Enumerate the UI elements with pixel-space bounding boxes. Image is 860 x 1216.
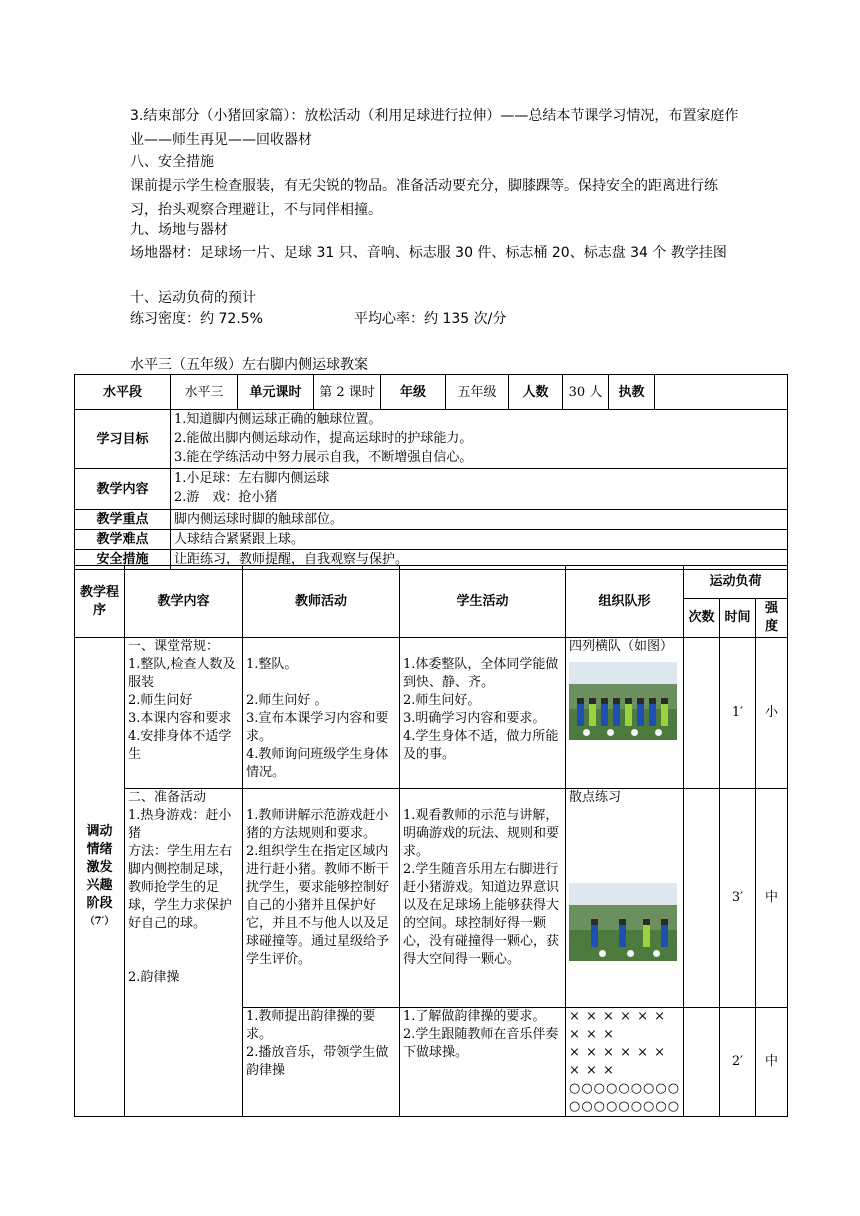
goal-1: 1.知道脚内侧运球正确的触球位置。 [174,412,382,427]
grade-label: 年级 [381,375,446,410]
section-8-heading: 八、安全措施 [130,154,214,170]
stage-cell [75,638,125,1117]
row1-times [684,638,720,789]
stage-time: （7′） [84,916,115,927]
goal-2: 2.能做出脚内侧运球动作，提高运球时的护球能力。 [174,431,473,446]
header-content: 教学内容 [125,566,243,638]
row3-intensity: 中 [756,1008,788,1117]
content-cell [171,469,788,510]
row2-student: 1.观看教师的示范与讲解，明确游戏的玩法、规则和要求。 2.学生随音乐用左右脚进行赶小猪游戏。知道边界意识以及在足球场上能够获得大的空间。球控制好得一颗心，没有碰撞得一颗心，获得大空间得一颗心。 [400,789,566,1008]
content-2: 2.游 戏：抢小猪 [174,490,278,505]
header-teacher: 教师活动 [243,566,400,638]
section-9-heading: 九、场地与器材 [130,222,228,238]
section-8-paragraph: 课前提示学生检查服装，有无尖锐的物品。准备活动要充分，脚膝踝等。保持安全的距离进行练习，抬头观察合理避让，不与同伴相撞。 [130,178,718,218]
content-1: 1.小足球：左右脚内侧运球 [174,471,330,486]
load-stats [130,308,507,328]
goals-cell [171,410,788,469]
row3-formation [566,1008,684,1117]
header-load: 运动负荷 [684,566,788,599]
plan-title: 水平三（五年级）左右脚内侧运球教案 [130,357,368,373]
count-value: 30 人 [563,375,609,410]
header-times: 次数 [684,599,720,638]
closing-part-paragraph: 3.结束部分（小猪回家篇）：放松活动（利用足球进行拉伸）——总结本节课学习情况，布置家庭作业——师生再见——回收器材 [130,108,739,148]
row2-intensity: 中 [756,789,788,1008]
teacher-label: 执教 [609,375,655,410]
goals-label: 学习目标 [75,410,171,469]
safety-value: 让距练习，教师提醒，自我观察与保护。 [171,550,788,570]
row2-content: 二、准备活动 1.热身游戏：赶小猪 方法：学生用左右脚内侧控制足球，教师抢学生的足球，学生力求保护好自己的球。 2.韵律操 [125,789,243,1117]
row3-student: 1.了解做韵律操的要求。 2.学生跟随教师在音乐伴奏下做球操。 [400,1008,566,1117]
row1-formation [566,638,684,789]
class-lineup-photo [569,662,677,740]
level-value: 水平三 [171,375,238,410]
row2-formation-label: 散点练习 [569,790,622,805]
level-label: 水平段 [75,375,171,410]
row2-formation [566,789,684,1008]
header-time: 时间 [720,599,756,638]
key-label: 教学重点 [75,510,171,530]
section-9-paragraph: 场地器材：足球场一片、足球 31 只、音响、标志服 30 件、标志桶 20、标志盘 34 个 教学挂图 [130,245,727,261]
safety-label: 安全措施 [75,550,171,570]
difficulty-value: 人球结合紧紧跟上球。 [171,530,788,550]
difficulty-label: 教学难点 [75,530,171,550]
formation-line-3: ○○○○○○○○○ [569,1081,681,1096]
average-heart-rate: 平均心率：约 135 次/分 [354,311,507,327]
header-intensity: 强度 [756,599,788,638]
row1-formation-label: 四列横队（如图） [569,639,674,654]
row1-time: 1′ [720,638,756,789]
content-label: 教学内容 [75,469,171,510]
practice-density: 练习密度：约 72.5% [130,311,263,327]
row1-student: 1.体委整队，全体同学能做到快、静、齐。 2.师生问好。 3.明确学习内容和要求。 4.学生身体不适，做力所能及的事。 [400,638,566,789]
formation-line-2: × × × × × × × × × [569,1045,667,1078]
row1-intensity: 小 [756,638,788,789]
header-formation: 组织队形 [566,566,684,638]
goal-3: 3.能在学练活动中努力展示自我，不断增强自信心。 [174,450,473,465]
row2-time: 3′ [720,789,756,1008]
unit-value: 第 2 课时 [314,375,381,410]
row2-teacher: 1.教师讲解示范游戏赶小猪的方法规则和要求。 2.组织学生在指定区域内进行赶小猪。教师不断干扰学生，要求能够控制好自己的小猪并且保护好它，并且不与他人以及足球碰撞等。通过星级给予学生评价。 [243,789,400,1008]
teaching-process-table [74,565,788,1117]
row3-times [684,1008,720,1117]
grade-value: 五年级 [446,375,509,410]
stage-name: 调动情绪激发兴趣阶段 [86,824,113,911]
key-value: 脚内侧运球时脚的触球部位。 [171,510,788,530]
header-stage: 教学程序 [75,566,125,638]
unit-label: 单元课时 [238,375,314,410]
row1-teacher: 1.整队。 2.师生问好 。 3.宣布本课学习内容和要求。 4.教师询问班级学生身体情况。 [243,638,400,789]
row1-content: 一、课堂常规： 1.整队,检查人数及服装 2.师生问好 3.本课内容和要求 4.安排身体不适学生 [125,638,243,789]
row2-times [684,789,720,1008]
formation-line-4: ○○○○○○○○○ [569,1099,681,1114]
formation-line-1: × × × × × × × × × [569,1009,667,1042]
scatter-practice-photo [569,883,677,961]
count-label: 人数 [509,375,563,410]
row3-teacher: 1.教师提出韵律操的要求。 2.播放音乐，带领学生做韵律操 [243,1008,400,1117]
lesson-info-table [74,374,788,570]
row3-time: 2′ [720,1008,756,1117]
teacher-value [655,375,788,410]
header-student: 学生活动 [400,566,566,638]
section-10-heading: 十、运动负荷的预计 [130,290,256,306]
